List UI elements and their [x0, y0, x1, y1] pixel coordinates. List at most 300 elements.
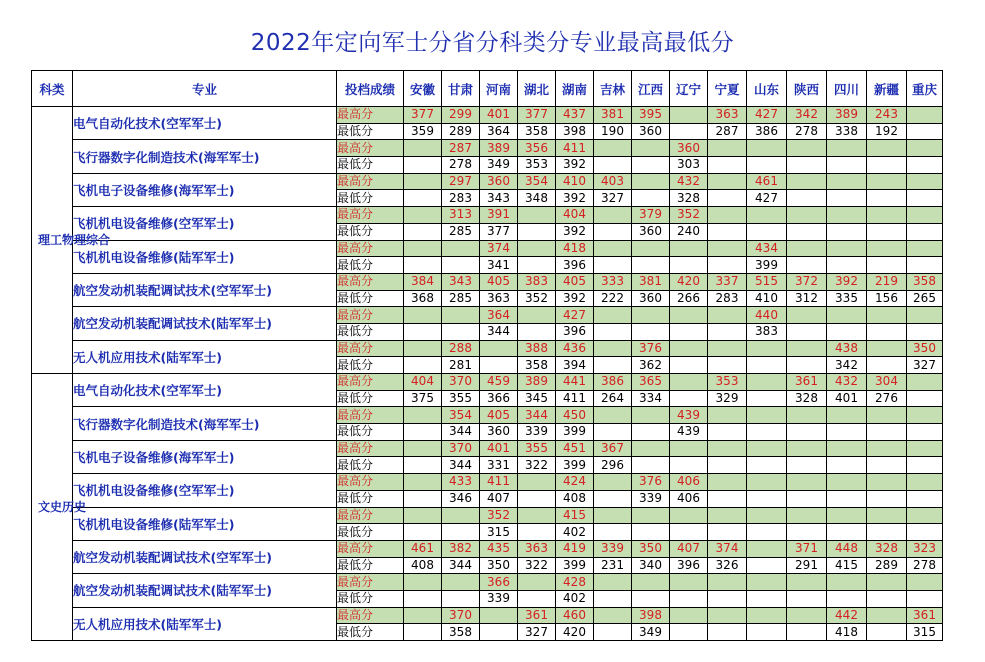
- score-cell: 240: [670, 223, 708, 240]
- score-cell: [442, 574, 480, 591]
- score-cell: [827, 524, 867, 541]
- score-cell: 349: [632, 624, 670, 641]
- score-cell: [747, 474, 787, 491]
- max-score-label: 最高分: [337, 474, 404, 491]
- header-province: 四川: [827, 71, 867, 107]
- category-label: 理工物理综合: [38, 233, 111, 247]
- score-cell: 360: [632, 290, 670, 307]
- score-cell: [518, 507, 556, 524]
- score-cell: 345: [518, 390, 556, 407]
- score-cell: [404, 507, 442, 524]
- score-cell: [907, 407, 943, 424]
- score-cell: 377: [480, 223, 518, 240]
- max-score-label: 最高分: [337, 340, 404, 357]
- score-cell: 392: [556, 290, 594, 307]
- score-cell: 342: [787, 107, 827, 124]
- score-cell: [907, 457, 943, 474]
- score-cell: [594, 424, 632, 441]
- score-cell: [787, 474, 827, 491]
- score-cell: [404, 457, 442, 474]
- score-cell: [747, 357, 787, 374]
- max-score-label: 最高分: [337, 173, 404, 190]
- score-cell: 381: [632, 273, 670, 290]
- score-cell: [594, 590, 632, 607]
- score-cell: [404, 190, 442, 207]
- score-cell: [787, 440, 827, 457]
- max-score-label: 最高分: [337, 273, 404, 290]
- score-cell: [747, 590, 787, 607]
- score-cell: [670, 123, 708, 140]
- score-cell: 392: [556, 223, 594, 240]
- score-cell: 354: [442, 407, 480, 424]
- score-cell: [827, 207, 867, 224]
- score-cell: 435: [480, 540, 518, 557]
- score-cell: 344: [442, 424, 480, 441]
- score-cell: [404, 624, 442, 641]
- score-cell: [708, 490, 747, 507]
- min-score-label: 最低分: [337, 357, 404, 374]
- score-cell: [594, 524, 632, 541]
- score-cell: [632, 457, 670, 474]
- score-cell: [747, 207, 787, 224]
- score-cell: [907, 507, 943, 524]
- score-cell: 313: [442, 207, 480, 224]
- score-cell: 352: [480, 507, 518, 524]
- score-cell: [867, 190, 907, 207]
- score-cell: 360: [480, 173, 518, 190]
- score-cell: 359: [404, 123, 442, 140]
- score-cell: 372: [787, 273, 827, 290]
- score-cell: 349: [480, 157, 518, 174]
- score-cell: 461: [747, 173, 787, 190]
- score-cell: 339: [594, 540, 632, 557]
- score-cell: 450: [556, 407, 594, 424]
- score-cell: [747, 223, 787, 240]
- score-cell: [867, 157, 907, 174]
- score-cell: [632, 440, 670, 457]
- score-cell: 515: [747, 273, 787, 290]
- min-score-label: 最低分: [337, 524, 404, 541]
- score-cell: 364: [480, 307, 518, 324]
- score-cell: 391: [480, 207, 518, 224]
- score-cell: 461: [404, 540, 442, 557]
- score-cell: [747, 624, 787, 641]
- score-cell: [594, 474, 632, 491]
- min-score-label: 最低分: [337, 190, 404, 207]
- max-score-row: [32, 273, 943, 290]
- score-cell: [907, 157, 943, 174]
- score-cell: 342: [827, 357, 867, 374]
- score-cell: [404, 307, 442, 324]
- score-cell: 405: [556, 273, 594, 290]
- score-cell: 427: [747, 107, 787, 124]
- max-score-label: 最高分: [337, 207, 404, 224]
- category-cell: [32, 374, 87, 641]
- min-score-label: 最低分: [337, 424, 404, 441]
- score-cell: [518, 490, 556, 507]
- major-name: 无人机应用技术(陆军军士): [73, 607, 337, 640]
- score-cell: [867, 424, 907, 441]
- score-cell: 355: [518, 440, 556, 457]
- score-cell: 386: [594, 374, 632, 391]
- score-cell: [787, 257, 827, 274]
- score-cell: [907, 223, 943, 240]
- score-cell: [708, 524, 747, 541]
- score-cell: [747, 440, 787, 457]
- score-cell: 410: [747, 290, 787, 307]
- score-cell: [670, 440, 708, 457]
- score-cell: 428: [556, 574, 594, 591]
- score-cell: [594, 140, 632, 157]
- score-cell: 408: [556, 490, 594, 507]
- score-cell: 407: [670, 540, 708, 557]
- score-cell: [670, 307, 708, 324]
- major-name: 飞行器数字化制造技术(海军军士): [73, 407, 337, 440]
- score-cell: [632, 524, 670, 541]
- score-cell: [670, 390, 708, 407]
- score-cell: [708, 173, 747, 190]
- header-row: [32, 71, 943, 107]
- score-cell: 370: [442, 607, 480, 624]
- score-cell: [827, 507, 867, 524]
- score-cell: 361: [907, 607, 943, 624]
- score-cell: [708, 207, 747, 224]
- score-cell: [708, 474, 747, 491]
- max-score-row: [32, 173, 943, 190]
- score-cell: [708, 307, 747, 324]
- score-cell: [867, 207, 907, 224]
- score-cell: [787, 323, 827, 340]
- score-cell: 337: [708, 273, 747, 290]
- score-cell: 231: [594, 557, 632, 574]
- score-cell: [747, 157, 787, 174]
- score-cell: [787, 490, 827, 507]
- score-cell: [594, 507, 632, 524]
- score-cell: 404: [404, 374, 442, 391]
- major-name: 飞机电子设备维修(海军军士): [73, 440, 337, 473]
- score-cell: [907, 123, 943, 140]
- score-cell: 304: [867, 374, 907, 391]
- score-cell: [594, 257, 632, 274]
- min-score-label: 最低分: [337, 223, 404, 240]
- score-cell: 340: [632, 557, 670, 574]
- score-cell: [404, 440, 442, 457]
- score-cell: [442, 590, 480, 607]
- score-cell: 392: [556, 157, 594, 174]
- header-province: 河南: [480, 71, 518, 107]
- score-cell: 328: [787, 390, 827, 407]
- max-score-row: [32, 440, 943, 457]
- score-cell: 329: [708, 390, 747, 407]
- score-cell: 418: [827, 624, 867, 641]
- score-cell: 383: [747, 323, 787, 340]
- score-cell: [632, 590, 670, 607]
- score-cell: [827, 440, 867, 457]
- max-score-row: [32, 607, 943, 624]
- score-cell: [787, 574, 827, 591]
- score-cell: 243: [867, 107, 907, 124]
- score-cell: [907, 374, 943, 391]
- score-cell: [404, 474, 442, 491]
- score-cell: 389: [518, 374, 556, 391]
- score-cell: [907, 240, 943, 257]
- score-cell: 315: [480, 524, 518, 541]
- score-cell: 448: [827, 540, 867, 557]
- score-cell: 384: [404, 273, 442, 290]
- score-cell: 350: [632, 540, 670, 557]
- score-cell: 326: [708, 557, 747, 574]
- score-cell: [594, 307, 632, 324]
- score-cell: [632, 240, 670, 257]
- major-name: 无人机应用技术(陆军军士): [73, 340, 337, 373]
- score-cell: [867, 624, 907, 641]
- score-cell: [708, 190, 747, 207]
- score-cell: [594, 607, 632, 624]
- score-cell: [827, 490, 867, 507]
- score-cell: [787, 190, 827, 207]
- score-cell: [480, 607, 518, 624]
- score-cell: 367: [594, 440, 632, 457]
- max-score-label: 最高分: [337, 307, 404, 324]
- score-cell: 353: [708, 374, 747, 391]
- score-cell: [404, 490, 442, 507]
- score-cell: [708, 457, 747, 474]
- score-cell: [594, 407, 632, 424]
- score-cell: 370: [442, 440, 480, 457]
- score-cell: [747, 424, 787, 441]
- score-cell: [708, 607, 747, 624]
- score-cell: 371: [787, 540, 827, 557]
- score-cell: [632, 257, 670, 274]
- major-name: 飞机机电设备维修(陆军军士): [73, 240, 337, 273]
- score-cell: 381: [594, 107, 632, 124]
- score-cell: 370: [442, 374, 480, 391]
- score-cell: 285: [442, 223, 480, 240]
- score-cell: [907, 173, 943, 190]
- score-cell: 433: [442, 474, 480, 491]
- score-cell: 328: [867, 540, 907, 557]
- score-cell: 411: [480, 474, 518, 491]
- score-cell: 360: [480, 424, 518, 441]
- header-category: 科类: [32, 71, 73, 107]
- score-cell: 341: [480, 257, 518, 274]
- max-score-label: 最高分: [337, 507, 404, 524]
- score-cell: 299: [442, 107, 480, 124]
- major-name: 飞机机电设备维修(空军军士): [73, 207, 337, 240]
- score-cell: [670, 574, 708, 591]
- score-cell: [867, 357, 907, 374]
- header-province: 陕西: [787, 71, 827, 107]
- score-cell: 278: [907, 557, 943, 574]
- score-cell: 338: [827, 123, 867, 140]
- score-cell: 291: [787, 557, 827, 574]
- score-cell: [404, 223, 442, 240]
- major-name: 电气自动化技术(空军军士): [73, 107, 337, 140]
- score-cell: 386: [747, 123, 787, 140]
- score-cell: [867, 490, 907, 507]
- score-cell: 376: [632, 474, 670, 491]
- score-cell: 315: [907, 624, 943, 641]
- score-cell: [747, 407, 787, 424]
- score-cell: 395: [632, 107, 670, 124]
- category-cell: [32, 107, 111, 374]
- score-cell: [867, 240, 907, 257]
- score-cell: [670, 107, 708, 124]
- score-cell: [787, 307, 827, 324]
- score-cell: [907, 524, 943, 541]
- score-cell: [518, 574, 556, 591]
- header-province: 安徽: [404, 71, 442, 107]
- score-cell: 344: [518, 407, 556, 424]
- score-cell: [867, 323, 907, 340]
- score-cell: [594, 574, 632, 591]
- score-cell: [787, 424, 827, 441]
- score-cell: [708, 357, 747, 374]
- score-cell: [907, 107, 943, 124]
- max-score-row: [32, 107, 943, 124]
- score-cell: [787, 624, 827, 641]
- max-score-row: [32, 374, 943, 391]
- header-major: 专业: [73, 71, 337, 107]
- score-cell: [594, 490, 632, 507]
- score-cell: [867, 257, 907, 274]
- score-cell: 396: [670, 557, 708, 574]
- score-cell: [708, 424, 747, 441]
- score-cell: 401: [480, 107, 518, 124]
- header-province: 湖北: [518, 71, 556, 107]
- score-cell: 156: [867, 290, 907, 307]
- score-cell: [404, 590, 442, 607]
- score-cell: 355: [442, 390, 480, 407]
- score-cell: [708, 157, 747, 174]
- score-cell: 352: [518, 290, 556, 307]
- score-cell: 388: [518, 340, 556, 357]
- score-cell: [632, 173, 670, 190]
- score-cell: 287: [708, 123, 747, 140]
- score-cell: 333: [594, 273, 632, 290]
- score-cell: [708, 140, 747, 157]
- max-score-row: [32, 240, 943, 257]
- score-cell: 374: [480, 240, 518, 257]
- score-cell: [480, 340, 518, 357]
- score-cell: 360: [632, 123, 670, 140]
- score-cell: 432: [670, 173, 708, 190]
- max-score-label: 最高分: [337, 407, 404, 424]
- score-cell: 375: [404, 390, 442, 407]
- score-cell: 377: [518, 107, 556, 124]
- score-cell: 441: [556, 374, 594, 391]
- score-cell: [442, 307, 480, 324]
- score-cell: [787, 240, 827, 257]
- score-cell: 327: [518, 624, 556, 641]
- score-cell: 331: [480, 457, 518, 474]
- score-cell: 401: [827, 390, 867, 407]
- score-cell: 419: [556, 540, 594, 557]
- score-cell: [867, 407, 907, 424]
- score-cell: [708, 240, 747, 257]
- score-cell: [518, 257, 556, 274]
- score-cell: [787, 207, 827, 224]
- max-score-label: 最高分: [337, 240, 404, 257]
- score-cell: [670, 507, 708, 524]
- score-cell: 358: [518, 123, 556, 140]
- score-cell: [632, 574, 670, 591]
- score-cell: 339: [518, 424, 556, 441]
- score-cell: 192: [867, 123, 907, 140]
- score-cell: [670, 357, 708, 374]
- score-cell: 363: [518, 540, 556, 557]
- score-cell: 406: [670, 490, 708, 507]
- score-cell: 420: [556, 624, 594, 641]
- header-province: 山东: [747, 71, 787, 107]
- score-cell: [632, 157, 670, 174]
- score-cell: [632, 190, 670, 207]
- score-cell: 266: [670, 290, 708, 307]
- header-province: 湖南: [556, 71, 594, 107]
- score-cell: [907, 207, 943, 224]
- score-cell: 399: [556, 557, 594, 574]
- score-cell: [827, 190, 867, 207]
- score-cell: [518, 307, 556, 324]
- page-title: 2022年定向军士分省分科类分专业最高最低分: [250, 30, 735, 56]
- score-cell: [670, 323, 708, 340]
- max-score-row: [32, 140, 943, 157]
- score-cell: [867, 440, 907, 457]
- score-cell: 403: [594, 173, 632, 190]
- score-cell: 365: [632, 374, 670, 391]
- score-cell: [867, 173, 907, 190]
- score-cell: 353: [518, 157, 556, 174]
- score-cell: [747, 574, 787, 591]
- score-cell: 442: [827, 607, 867, 624]
- score-cell: [442, 524, 480, 541]
- score-cell: 296: [594, 457, 632, 474]
- score-cell: 408: [404, 557, 442, 574]
- score-cell: [632, 140, 670, 157]
- score-cell: [594, 624, 632, 641]
- score-cell: 344: [442, 557, 480, 574]
- score-cell: 366: [480, 574, 518, 591]
- score-cell: [827, 574, 867, 591]
- score-cell: 389: [827, 107, 867, 124]
- score-cell: 322: [518, 457, 556, 474]
- score-cell: [827, 457, 867, 474]
- score-cell: [632, 424, 670, 441]
- max-score-label: 最高分: [337, 607, 404, 624]
- score-cell: 361: [518, 607, 556, 624]
- header-province: 重庆: [907, 71, 943, 107]
- score-cell: [867, 340, 907, 357]
- score-cell: 434: [747, 240, 787, 257]
- score-cell: 405: [480, 407, 518, 424]
- score-cell: [442, 240, 480, 257]
- max-score-label: 最高分: [337, 540, 404, 557]
- score-cell: 427: [556, 307, 594, 324]
- score-cell: 285: [442, 290, 480, 307]
- min-score-label: 最低分: [337, 390, 404, 407]
- score-cell: [670, 340, 708, 357]
- major-name: 飞行器数字化制造技术(海军军士): [73, 140, 337, 173]
- score-cell: [404, 407, 442, 424]
- score-cell: 389: [480, 140, 518, 157]
- score-cell: 363: [480, 290, 518, 307]
- min-score-label: 最低分: [337, 157, 404, 174]
- score-cell: 354: [518, 173, 556, 190]
- score-cell: 289: [867, 557, 907, 574]
- min-score-label: 最低分: [337, 323, 404, 340]
- score-cell: 264: [594, 390, 632, 407]
- score-cell: [867, 607, 907, 624]
